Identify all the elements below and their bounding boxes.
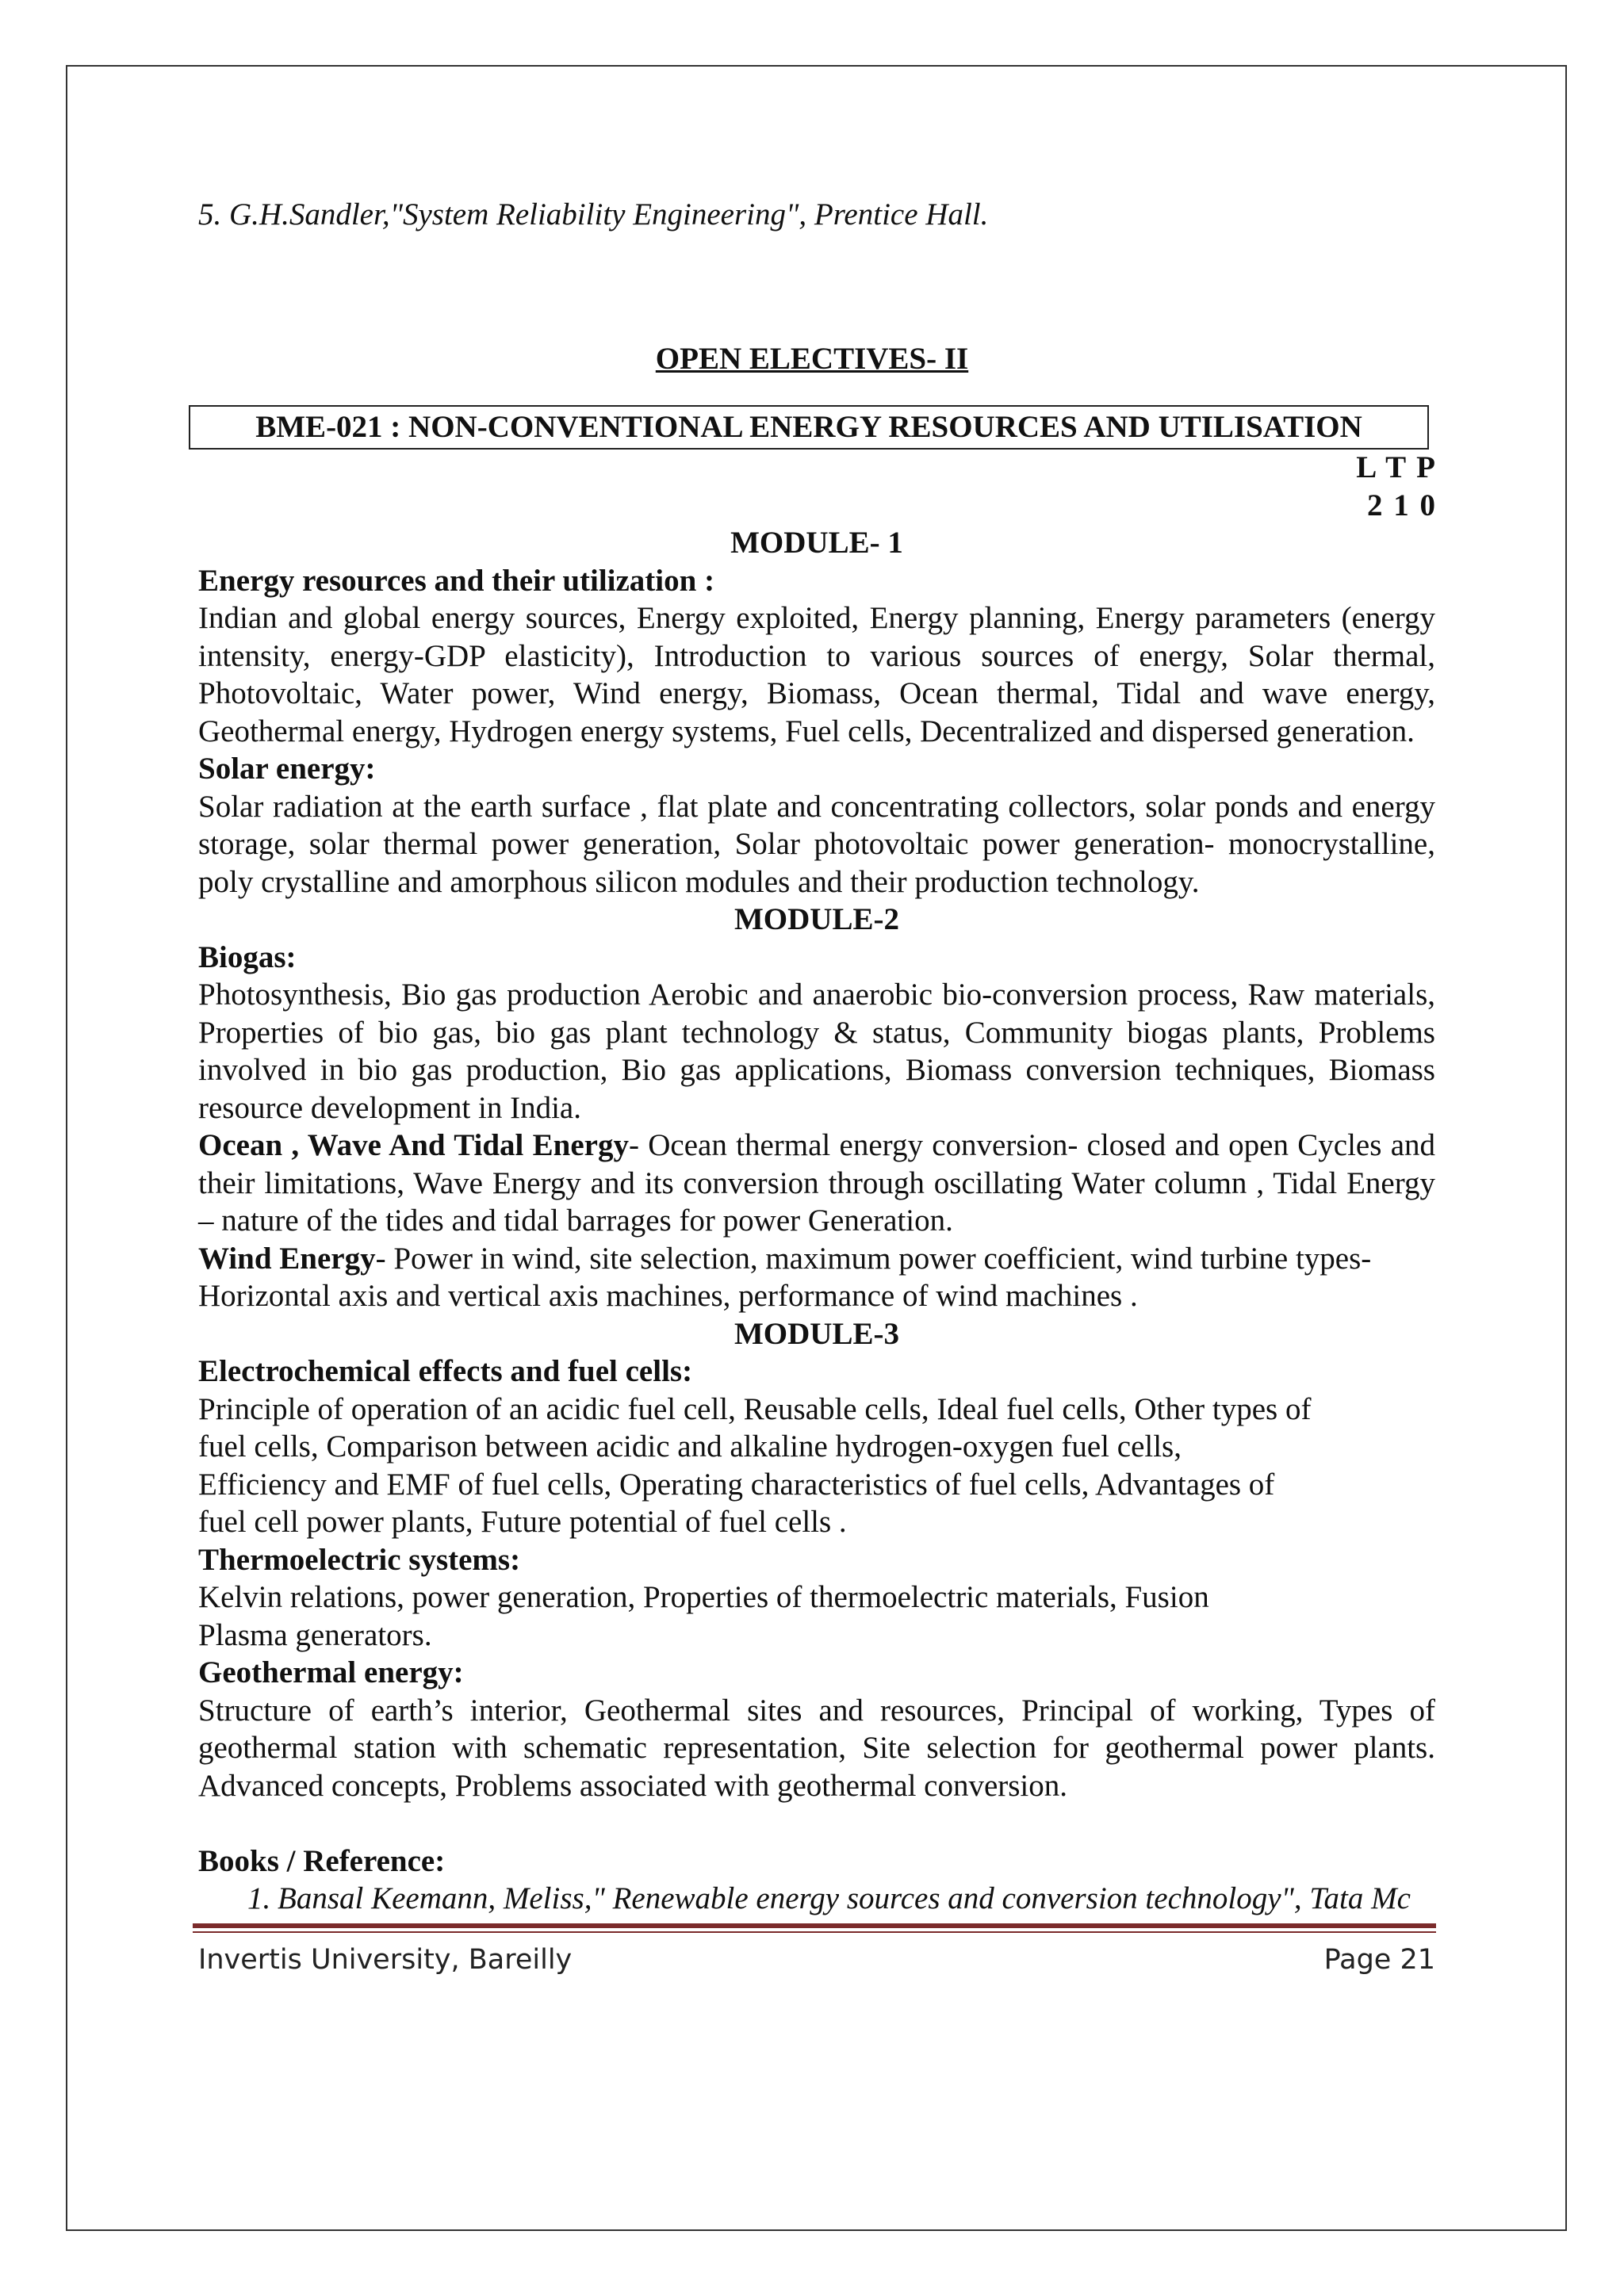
footer-rule (193, 1923, 1436, 1928)
energy-resources-text: Indian and global energy sources, Energy exploited, Energy planning, Energy parameters (energy intensity, energy-GDP elasticity), Introduction to various sources of energy, Solar thermal, Photovoltaic, Water power, Wind energy, Biomass, Ocean thermal, Tidal and wave energy, Geothermal energy, Hydrogen energy systems, Fuel cells, Decentralized and dispersed generation. (198, 601, 1435, 748)
wind-paragraph (198, 1240, 1435, 1278)
ltp-block (1356, 449, 1435, 524)
electrochemical-heading: Electrochemical effects and fuel cells: (198, 1354, 693, 1388)
geothermal-heading: Geothermal energy: (198, 1655, 464, 1689)
electrochemical-line: fuel cell power plants, Future potential of fuel cells . (198, 1505, 847, 1539)
biogas-heading: Biogas: (198, 939, 297, 974)
thermoelectric-line: Kelvin relations, power generation, Properties of thermoelectric materials, Fusion (198, 1580, 1209, 1614)
geothermal-text: Structure of earth’s interior, Geothermal sites and resources, Principal of working, Types of geothermal station with schematic representation, Site selection for geothermal power plants. Advanced concepts, Problems associated with geothermal conversion. (198, 1693, 1435, 1803)
syllabus-content (198, 524, 1435, 1918)
books-heading: Books / Reference: (198, 1843, 446, 1878)
footer-rule-thin (193, 1931, 1436, 1933)
biogas-text: Photosynthesis, Bio gas production Aerobic and anaerobic bio-conversion process, Raw materials, Properties of bio gas, bio gas plant technology & status, Community biogas plants, Problems involved in bio gas production, Bio gas applications, Biomass conversion techniques, Biomass resource development in India. (198, 978, 1435, 1125)
ocean-paragraph (198, 1127, 1435, 1240)
footer-page-number: Page 21 (1323, 1944, 1435, 1976)
wind-heading: Wind Energy (198, 1241, 376, 1276)
ocean-text: - Ocean thermal energy conversion- closed and open Cycles and their limitations, Wave Energy and its conversion through oscillating Water column , Tidal Energy – nature of the tides and tidal barrages for power Generation. (198, 1128, 1436, 1238)
thermoelectric-heading: Thermoelectric systems: (198, 1542, 521, 1577)
electrochemical-line: fuel cells, Comparison between acidic and alkaline hydrogen-oxygen fuel cells, (198, 1429, 1182, 1464)
module-3-title: MODULE-3 (734, 1316, 899, 1351)
module-1-title: MODULE- 1 (730, 526, 903, 560)
electrochemical-line: Principle of operation of an acidic fuel cell, Reusable cells, Ideal fuel cells, Other types of (198, 1391, 1312, 1426)
ocean-heading: Ocean , Wave And Tidal Energy (198, 1128, 629, 1162)
book-text: Bansal Keemann, Meliss," Renewable energy sources and conversion technology", Tata Mc (278, 1881, 1411, 1915)
top-reference: 5. G.H.Sandler,"System Reliability Engineering", Prentice Hall. (198, 197, 989, 232)
footer-university: Invertis University, Bareilly (198, 1944, 573, 1976)
ltp-header: L T P (1356, 450, 1435, 484)
thermoelectric-line: Plasma generators. (198, 1617, 432, 1652)
course-title: BME-021 : NON-CONVENTIONAL ENERGY RESOURCES AND UTILISATION (255, 410, 1362, 444)
module-2-title: MODULE-2 (734, 902, 899, 936)
electrochemical-line: Efficiency and EMF of fuel cells, Operating characteristics of fuel cells, Advantages of (198, 1467, 1275, 1502)
wind-text: - Power in wind, site selection, maximum power coefficient, wind turbine types- (375, 1241, 1372, 1276)
book-item (198, 1880, 1435, 1918)
spacer (198, 1804, 1435, 1843)
ltp-values: 2 1 0 (1367, 488, 1435, 522)
energy-resources-heading: Energy resources and their utilization : (198, 563, 715, 598)
section-title: OPEN ELECTIVES- II (655, 342, 969, 376)
solar-energy-heading: Solar energy: (198, 752, 376, 786)
book-number: 1. (247, 1881, 271, 1915)
solar-energy-text: Solar radiation at the earth surface , flat plate and concentrating collectors, solar ponds and energy storage, solar thermal power generation, Solar photovoltaic power generation- monocrystalline, poly crystalline and amorphous silicon modules and their production technology. (198, 789, 1435, 899)
course-title-box (189, 405, 1429, 450)
wind-text-2: Horizontal axis and vertical axis machines, performance of wind machines . (198, 1279, 1138, 1313)
